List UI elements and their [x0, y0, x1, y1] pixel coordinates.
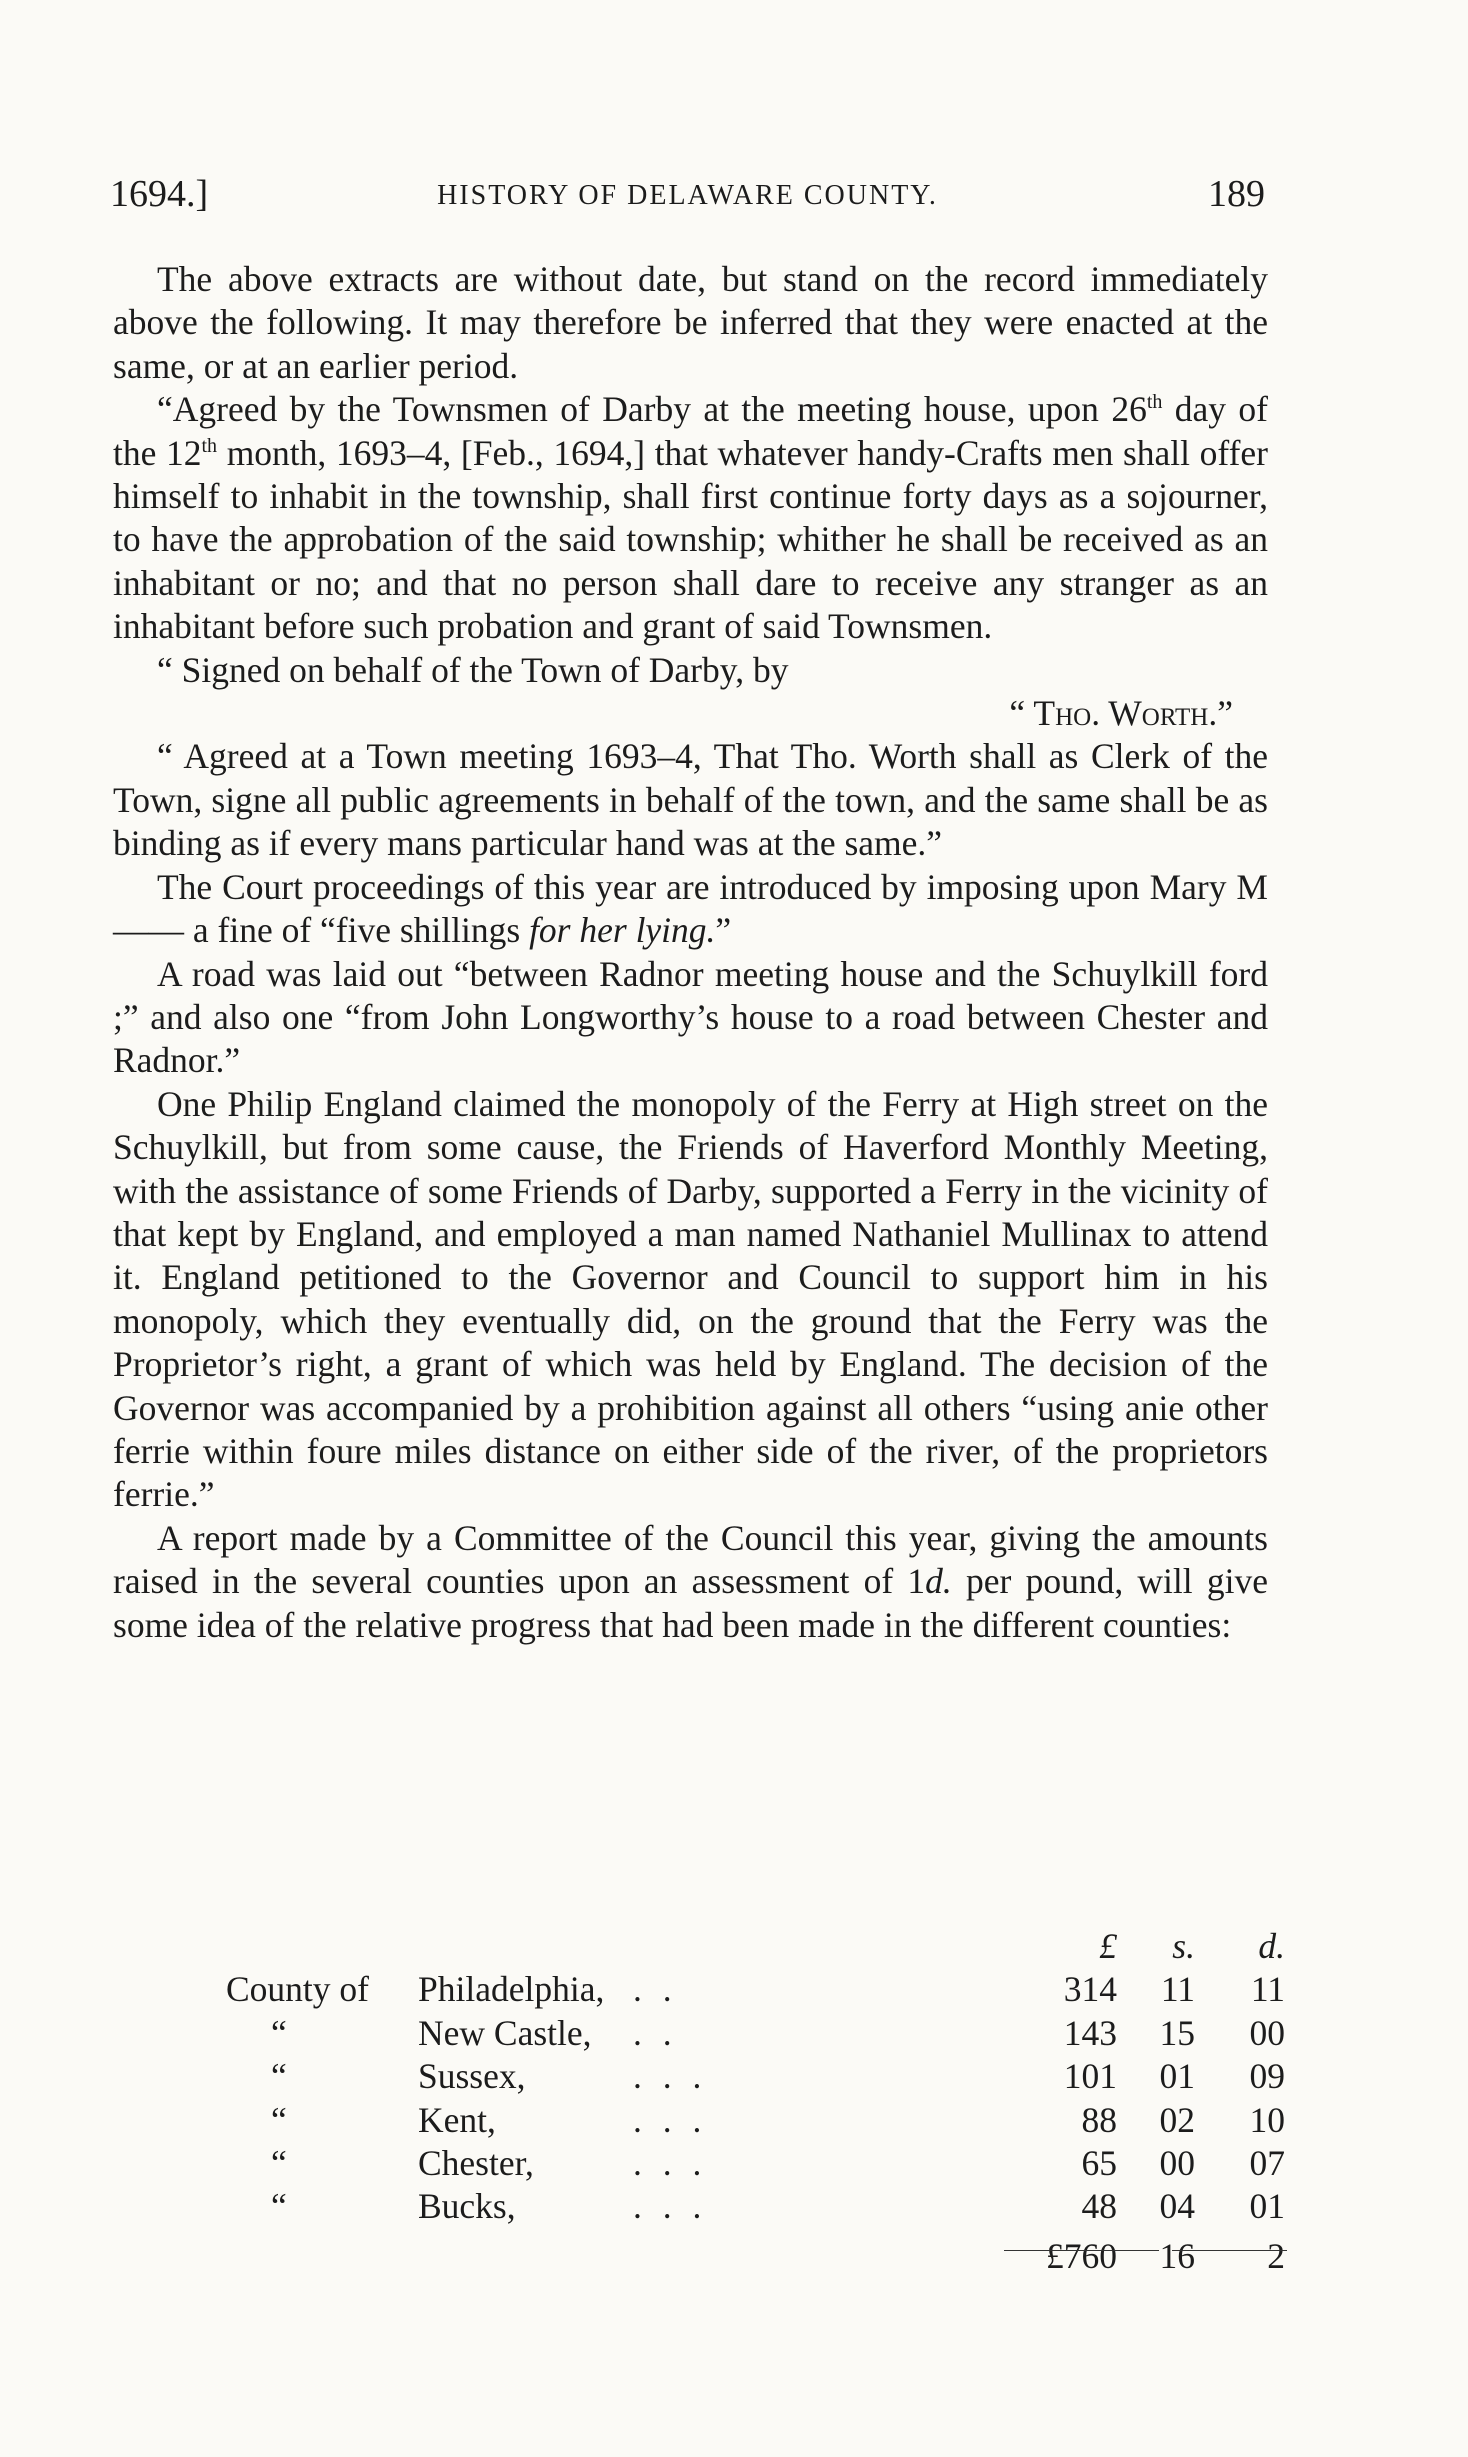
unit-pence: d.	[1258, 1926, 1285, 1966]
table-row	[113, 2142, 1285, 2185]
county-name: Sussex,	[418, 2056, 526, 2097]
county-name: Kent,	[418, 2099, 496, 2140]
assessment-table	[113, 1925, 1285, 2278]
leader-dots: . . .	[633, 2056, 708, 2097]
pounds-value: 101	[1063, 2056, 1117, 2097]
paragraph-8	[113, 1517, 1268, 1647]
row-prefix: “	[271, 2012, 287, 2053]
pence-value: 11	[1250, 1969, 1285, 2010]
superscript-th-2: th	[201, 434, 218, 457]
paragraph-2	[113, 388, 1268, 648]
row-prefix: County of	[226, 1969, 369, 2010]
paragraph-4: “ Agreed at a Town meeting 1693–4, That Tho. Worth shall as Clerk of the Town, signe all public agreements in behalf of the town, and the same shall be as binding as if every mans particular hand was at the same.”	[113, 736, 1268, 864]
shillings-value: 04	[1159, 2186, 1195, 2227]
county-name: New Castle,	[418, 2012, 592, 2053]
paragraph-7: One Philip England claimed the monopoly of the Ferry at High street on the Schuylkill, but from some cause, the Friends of Haverford Monthly Meeting, with the assistance of some Friends of Darby, supported a Ferry in the vicinity of that kept by England, and employed a man named Nathaniel Mullinax to attend it. England petitioned to the Governor and Council to support him in his monopoly, which they eventually did, on the ground that the Ferry was the Proprietor’s right, a grant of which was held by England. The decision of the Governor was accompanied by a prohibition against all others “using anie other ferrie within foure miles distance on either side of the river, of the proprietors ferrie.”	[113, 1083, 1268, 1515]
county-name: Philadelphia,	[418, 1969, 605, 2010]
shillings-value: 11	[1160, 1969, 1195, 2010]
shillings-value: 01	[1159, 2056, 1195, 2097]
total-shillings: 16	[1159, 2235, 1195, 2276]
shillings-value: 00	[1159, 2142, 1195, 2183]
pounds-value: 65	[1081, 2142, 1117, 2183]
header-title: HISTORY OF DELAWARE COUNTY.	[437, 180, 938, 211]
total-pounds: £760	[1046, 2235, 1117, 2276]
signature-line: “ Tho. Worth.”	[1009, 693, 1233, 734]
paragraph-5-part-a: The Court proceedings of this year are introduced by imposing upon Mary M—— a fine of “five shillings	[113, 866, 1268, 951]
page-number: 189	[1208, 173, 1265, 215]
table-total-row	[113, 2235, 1285, 2278]
running-header	[110, 172, 1265, 222]
table-row	[113, 2185, 1285, 2228]
table-row	[113, 2012, 1285, 2055]
row-prefix: “	[271, 2056, 287, 2097]
table-row	[113, 1968, 1285, 2011]
pence-value: 07	[1249, 2142, 1285, 2183]
paragraph-2-part-b: day of the 12	[113, 389, 1268, 473]
pounds-value: 143	[1063, 2012, 1117, 2053]
paragraph-1: The above extracts are without date, but stand on the record immediately above the following. It may therefore be inferred that they were enacted at the same, or at an earlier period.	[113, 259, 1268, 386]
row-prefix: “	[271, 2142, 287, 2183]
pence-value: 00	[1249, 2012, 1285, 2053]
row-prefix: “	[271, 2099, 287, 2140]
pounds-value: 314	[1063, 1969, 1117, 2010]
paragraph-5	[113, 866, 1268, 953]
leader-dots: . .	[633, 2012, 678, 2053]
pence-value: 09	[1249, 2056, 1285, 2097]
total-pence: 2	[1267, 2235, 1285, 2276]
pounds-value: 88	[1081, 2099, 1117, 2140]
leader-dots: . . .	[633, 2099, 708, 2140]
paragraph-2-part-c: month, 1693–4, [Feb., 1694,] that whatever handy-Crafts men shall offer himself to inhabit in the township, shall first continue forty days as a sojourner, to have the approbation of the said township; whither he shall be received as an inhabitant or no; and that no person shall dare to receive any stranger as an inhabitant before such probation and grant of said Townsmen.	[113, 432, 1268, 647]
paragraph-5-part-b: ”	[715, 910, 732, 951]
paragraph-8-part-b: per pound, will give some idea of the relative progress that had been made in the different counties:	[113, 1561, 1268, 1645]
paragraph-8-part-a: A report made by a Committee of the Council this year, giving the amounts raised in the several counties upon an assessment of 1	[113, 1517, 1268, 1602]
body-text	[113, 258, 1268, 1647]
leader-dots: . . .	[633, 2142, 708, 2183]
unit-pounds: £	[1099, 1926, 1117, 1966]
pounds-value: 48	[1081, 2186, 1117, 2227]
leader-dots: . . .	[633, 2186, 708, 2227]
row-prefix: “	[271, 2186, 287, 2227]
paragraph-6: A road was laid out “between Radnor meeting house and the Schuylkill ford ;” and also one “from John Longworthy’s house to a road between Chester and Radnor.”	[113, 953, 1268, 1081]
paragraph-3: “ Signed on behalf of the Town of Darby, by	[157, 649, 789, 690]
pence-value: 01	[1249, 2186, 1285, 2227]
paragraph-8-italic: d.	[925, 1561, 952, 1602]
pence-value: 10	[1249, 2099, 1285, 2140]
county-name: Bucks,	[418, 2186, 516, 2227]
paragraph-2-part-a: “Agreed by the Townsmen of Darby at the meeting house, upon 26	[157, 389, 1147, 430]
shillings-value: 02	[1159, 2099, 1195, 2140]
leader-dots: . .	[633, 1969, 678, 2010]
table-row	[113, 2055, 1285, 2098]
superscript-th-1: th	[1146, 391, 1163, 414]
table-rows	[113, 1968, 1285, 2228]
total-rule-left	[1004, 2250, 1159, 2251]
county-name: Chester,	[418, 2142, 534, 2183]
unit-shillings: s.	[1172, 1926, 1195, 1966]
table-row	[113, 2099, 1285, 2142]
table-units-row	[113, 1925, 1285, 1968]
total-rule-right	[1172, 2250, 1287, 2251]
shillings-value: 15	[1159, 2012, 1195, 2053]
paragraph-5-italic: for her lying.	[529, 910, 716, 951]
header-year: 1694.]	[110, 173, 209, 215]
